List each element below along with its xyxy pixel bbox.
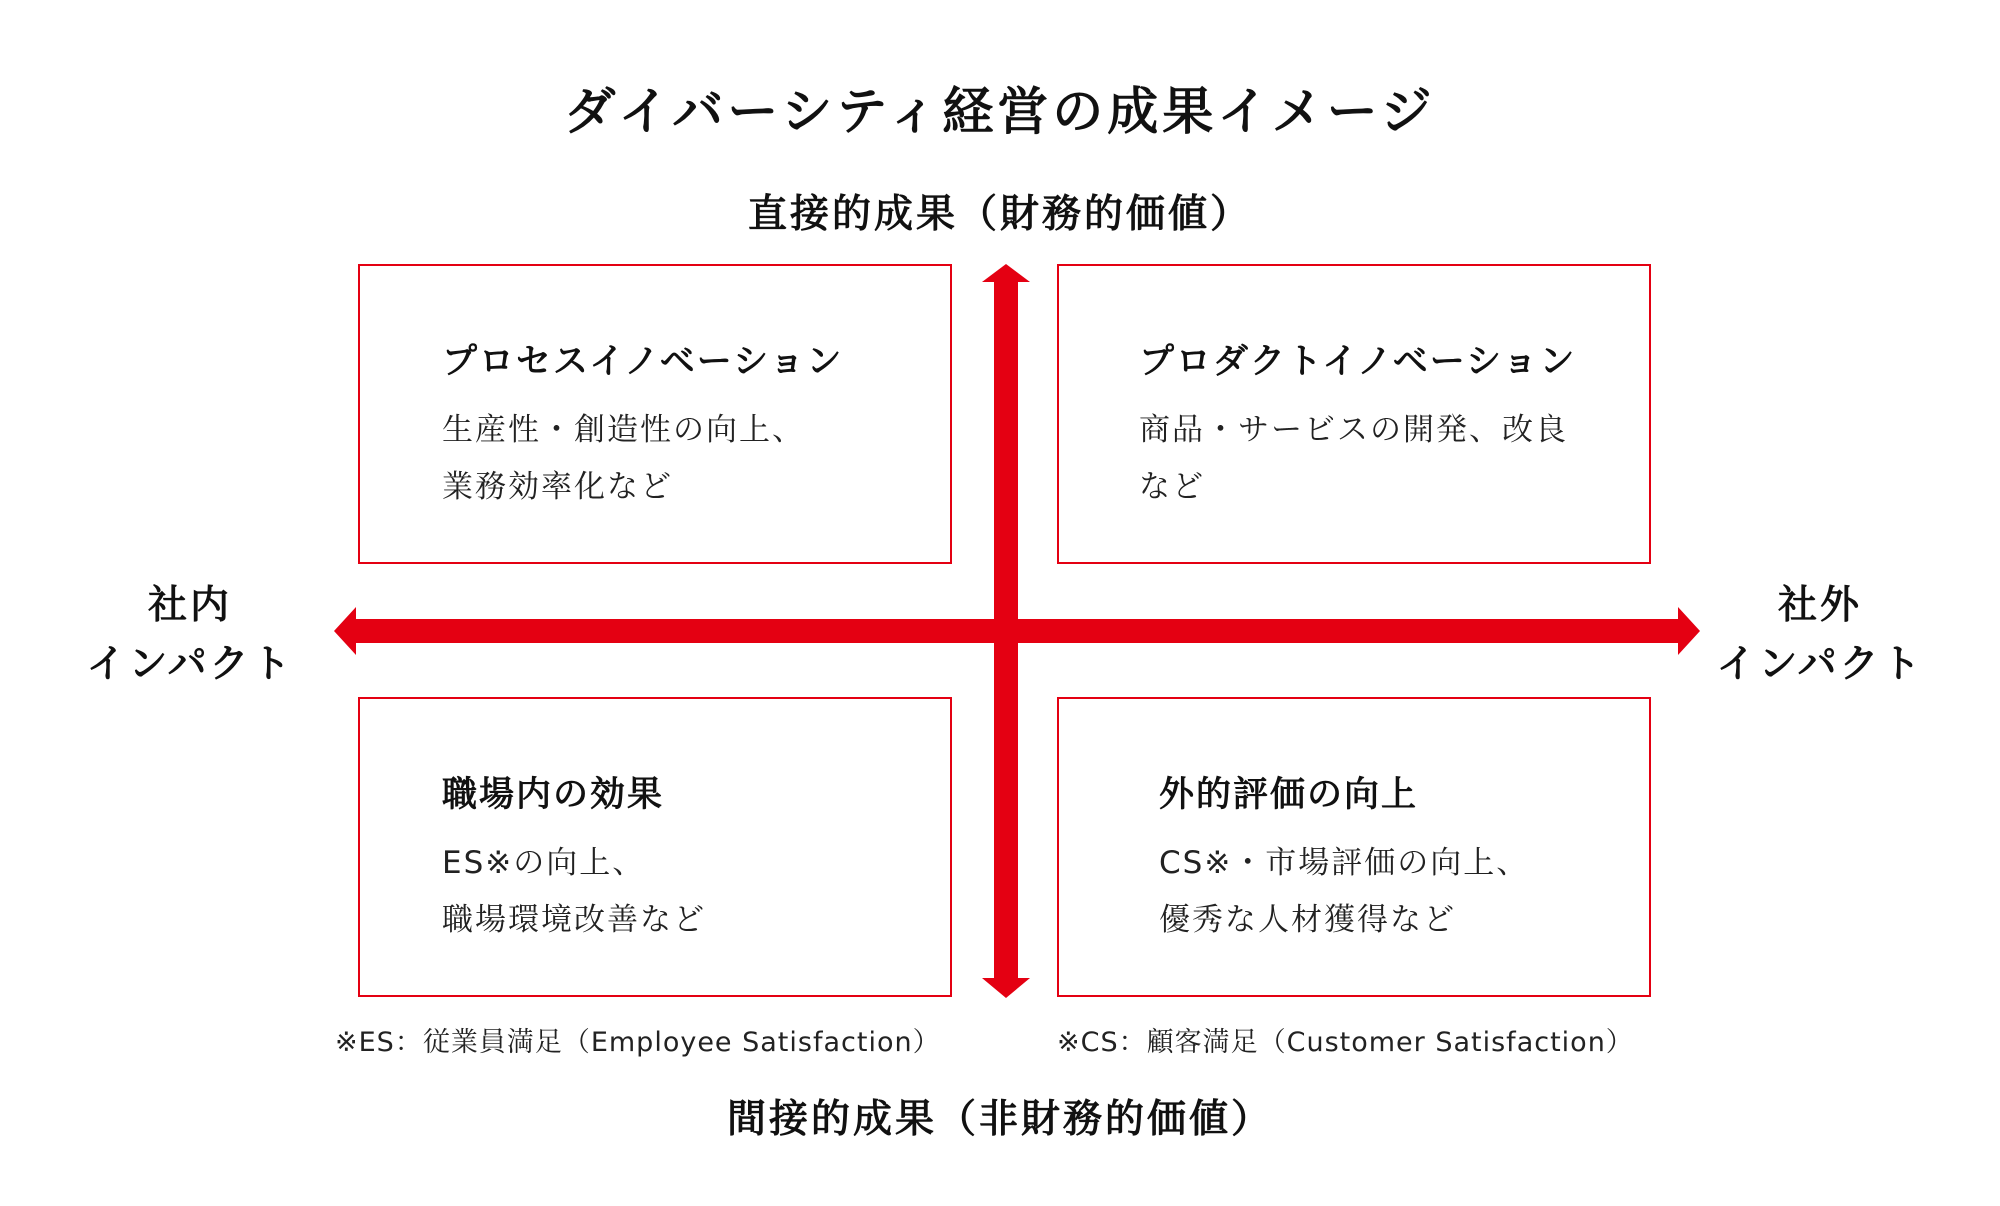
quadrant-bottom-right-title: 外的評価の向上	[1159, 775, 1419, 815]
axis-label-right-line-1: 社外	[1777, 583, 1862, 628]
quadrant-bottom-right-line-1: CS※・市場評価の向上、	[1159, 845, 1530, 881]
axis-label-left	[60, 576, 320, 694]
quadrant-top-right-title: プロダクトイノベーション	[1139, 342, 1577, 382]
quadrant-bottom-right-description	[1159, 835, 1529, 949]
horizontal-arrow-head-left	[334, 607, 356, 655]
quadrant-bottom-left-description	[442, 835, 706, 949]
axis-label-left-line-1: 社内	[147, 583, 232, 628]
footnote-cs: ※CS：顧客満足（Customer Satisfaction）	[1057, 1027, 1634, 1058]
axis-label-top: 直接的成果（財務的価値）	[747, 192, 1252, 237]
quadrant-bottom-left-title: 職場内の効果	[442, 775, 665, 815]
quadrant-top-right-line-1: 商品・サービスの開発、改良	[1139, 412, 1568, 448]
quadrant-bottom-left-line-1: ES※の向上、	[442, 845, 646, 881]
quadrant-top-right-description	[1139, 402, 1568, 516]
vertical-arrow-head-up	[982, 264, 1030, 282]
axis-label-right	[1690, 576, 1950, 694]
vertical-arrow-head-down	[982, 978, 1030, 998]
diagram-title: ダイバーシティ経営の成果イメージ	[564, 83, 1436, 142]
axis-label-right-line-2: インパクト	[1716, 642, 1924, 687]
quadrant-top-left	[358, 264, 952, 564]
quadrant-bottom-right-line-2: 優秀な人材獲得など	[1159, 902, 1456, 938]
quadrant-top-left-line-1: 生産性・創造性の向上、	[442, 412, 805, 448]
quadrant-top-right-line-2: など	[1139, 469, 1205, 505]
quadrant-top-left-title: プロセスイノベーション	[442, 342, 844, 382]
quadrant-bottom-left-line-2: 職場環境改善など	[442, 902, 706, 938]
quadrant-top-right	[1057, 264, 1651, 564]
axis-label-left-line-2: インパクト	[86, 642, 294, 687]
quadrant-top-left-line-2: 業務効率化など	[442, 469, 673, 505]
axis-label-bottom: 間接的成果（非財務的価値）	[726, 1097, 1273, 1142]
quadrant-bottom-right	[1057, 697, 1651, 997]
horizontal-axis-shaft	[356, 619, 1678, 643]
quadrant-bottom-left	[358, 697, 952, 997]
quadrant-top-left-description	[442, 402, 805, 516]
footnote-es: ※ES：従業員満足（Employee Satisfaction）	[335, 1027, 941, 1058]
